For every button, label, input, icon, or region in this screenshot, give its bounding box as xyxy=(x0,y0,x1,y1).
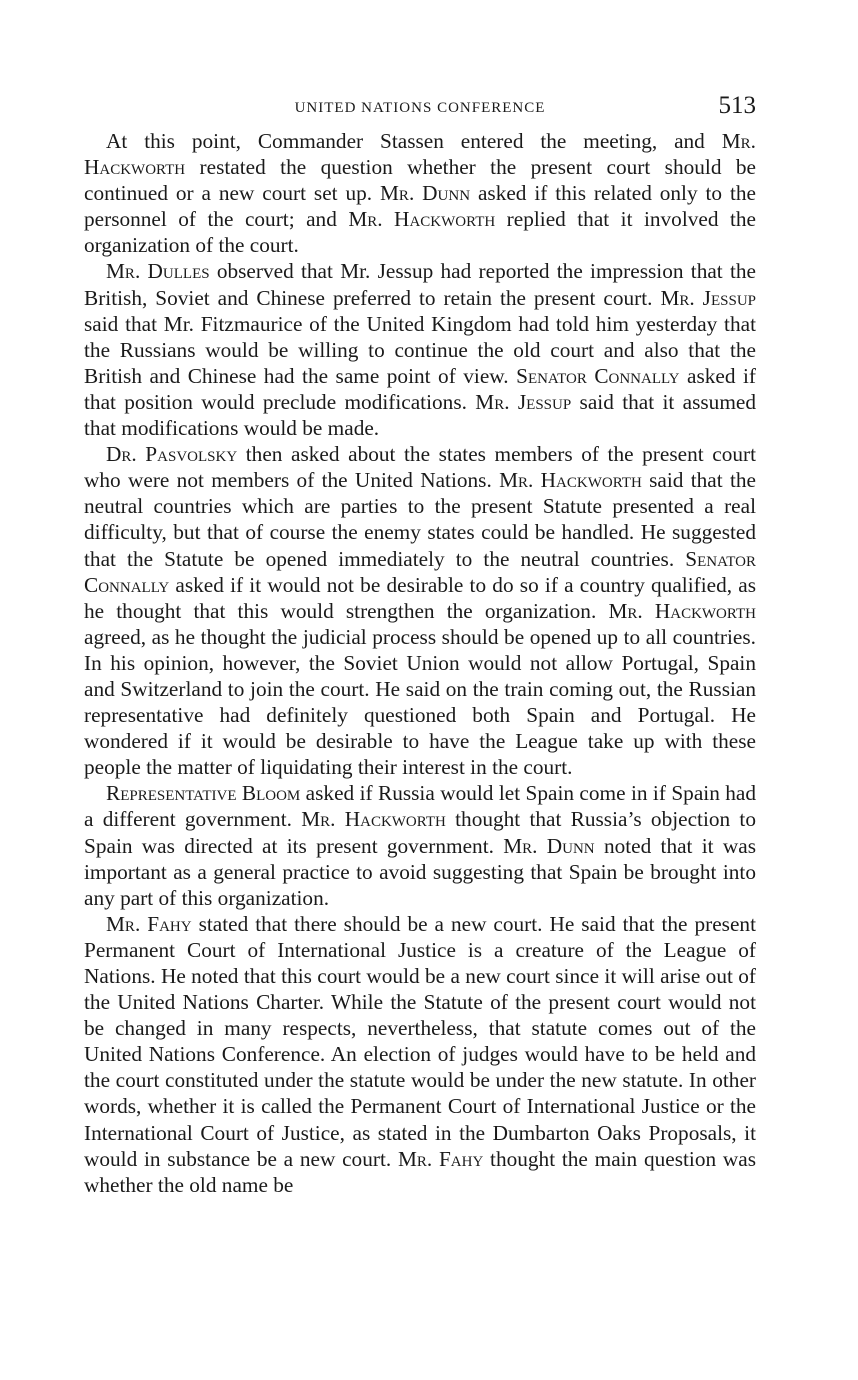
paragraph-text: asked if Russia would let Spain come in if Spain had a different government. xyxy=(84,781,756,832)
paragraph-text: replied that it involved the organization of the court. xyxy=(84,207,756,258)
speaker-name: Mr. Hackworth xyxy=(84,129,756,180)
paragraph-text: thought that Russia’s objection to Spain was directed at its present government. xyxy=(84,807,756,858)
running-title: UNITED NATIONS CONFERENCE xyxy=(294,100,546,116)
paragraph-text: asked if this related only to the personnel of the court; and xyxy=(84,181,756,232)
body-text xyxy=(84,128,756,1198)
paragraph-text: said that the neutral countries which are parties to the present Statute presented a real difficulty, but that of course the enemy states could be handled. He suggested that the Statute be opened immediately to the neutral countries. xyxy=(84,468,756,571)
paragraph-text: asked if it would not be desirable to do so if a country qualified, as he thought that this would strengthen the organization. xyxy=(84,572,756,623)
paragraph-text: observed that Mr. Jessup had reported the impression that the British, Soviet and Chinese preferred to retain the present court. xyxy=(84,259,756,310)
paragraph xyxy=(84,780,756,910)
paragraph-text: agreed, as he thought the judicial process should be opened up to all countries. In his opinion, however, the Soviet Union would not allow Portugal, Spain and Switzerland to join the court. He said on the train coming out, the Russian representative had definitely questioned both Spain and Portugal. He wondered if it would be desirable to have the League take up with these people the matter of liquidating their interest in the court. xyxy=(84,624,756,780)
speaker-name: Mr. Jessup xyxy=(475,389,572,414)
speaker-name: Mr. Hackworth xyxy=(348,207,496,232)
paragraph-text: said that Mr. Fitzmaurice of the United Kingdom had told him yesterday that the Russians would be willing to continue the old court and also that the British and Chinese had the same point of view. xyxy=(84,311,756,388)
paragraph-text: thought the main question was whether the old name be xyxy=(84,1146,756,1197)
speaker-name: Senator Connally xyxy=(516,363,680,388)
paragraph-text: said that it assumed that modifications would be made. xyxy=(84,389,756,441)
speaker-name: Mr. Fahy xyxy=(397,1146,484,1171)
speaker-name: Mr. Jessup xyxy=(660,285,756,310)
paragraph-text: stated that there should be a new court. He said that the present Permanent Court of International Justice is a creature of the League of Nations. He noted that this court would be a new court since it will arise out of the United Nations Charter. While the Statute of the present court would not be changed in many respects, nevertheless, that statute comes out of the United Nations Conference. An election of judges would have to be held and the court constituted under the statute would be under the new statute. In other words, whether it is called the Permanent Court of International Justice or the International Court of Justice, as stated in the Dumbarton Oaks Proposals, it would in substance be a new court. xyxy=(84,911,756,1171)
page-number: 513 xyxy=(718,92,756,119)
speaker-name: Mr. Hackworth xyxy=(608,598,756,623)
paragraph xyxy=(84,258,756,441)
speaker-name: Mr. Hackworth xyxy=(499,468,642,493)
paragraph xyxy=(84,441,756,780)
speaker-name: Mr. Dunn xyxy=(380,181,471,206)
document-page xyxy=(84,88,756,1198)
speaker-name: Mr. Dunn xyxy=(503,833,595,858)
paragraph-text: restated the question whether the present court should be continued or a new court set up. xyxy=(84,155,756,206)
paragraph xyxy=(84,128,756,258)
speaker-name: Mr. Dulles xyxy=(106,259,210,284)
speaker-name: Representative Bloom xyxy=(106,781,301,806)
speaker-name: Mr. Hackworth xyxy=(301,807,446,832)
running-header xyxy=(84,88,756,128)
speaker-name: Dr. Pasvolsky xyxy=(106,442,238,467)
paragraph-text: noted that it was important as a general practice to avoid suggesting that Spain be brought into any part of this organization. xyxy=(84,833,756,910)
speaker-name: Mr. Fahy xyxy=(106,911,192,936)
paragraph-text: then asked about the states members of the present court who were not members of the United Nations. xyxy=(84,442,756,493)
speaker-name: Senator Connally xyxy=(84,546,756,597)
paragraph-text: asked if that position would preclude modifications. xyxy=(84,363,756,414)
paragraph xyxy=(84,911,756,1198)
paragraph-text: At this point, Commander Stassen entered the meeting, and xyxy=(106,129,722,153)
